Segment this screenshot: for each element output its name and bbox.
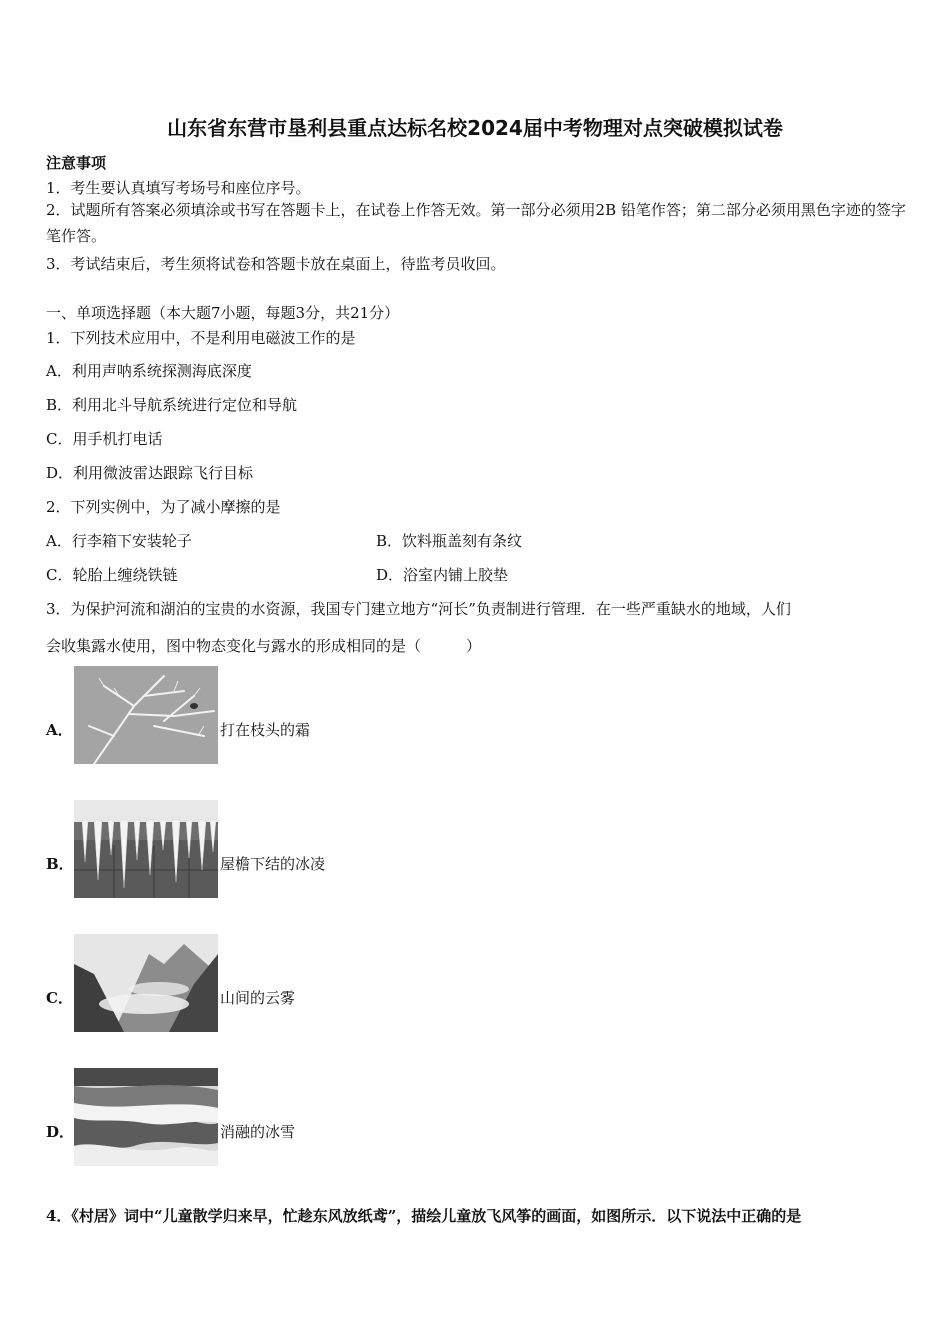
- question-1-option-a: A．利用声呐系统探测海底深度: [46, 362, 252, 380]
- question-3-option-b-letter: B．: [46, 855, 74, 873]
- notice-heading: 注意事项: [46, 154, 107, 172]
- frost-branch-photo-icon: [74, 666, 218, 764]
- notice-item-3: 3．考试结束后，考生须将试卷和答题卡放在桌面上，待监考员收回。: [46, 255, 506, 273]
- icicles-photo-icon: [74, 800, 218, 898]
- question-3-option-a-label: 打在枝头的霜: [220, 721, 311, 739]
- question-2-stem: 2．下列实例中，为了减小摩擦的是: [46, 498, 281, 516]
- question-2-option-c: C．轮胎上缠绕铁链: [46, 566, 178, 584]
- question-3-stem-line-2: 会收集露水使用，图中物态变化与露水的形成相同的是（ ）: [46, 637, 482, 655]
- question-1-option-c: C．用手机打电话: [46, 430, 163, 448]
- question-2-option-a: A．行李箱下安装轮子: [46, 532, 192, 550]
- question-1-stem: 1．下列技术应用中，不是利用电磁波工作的是: [46, 329, 356, 347]
- question-4-stem: 4．《村居》词中“儿童散学归来早，忙趁东风放纸鸢”，描绘儿童放飞风筝的画面，如图所示．以下说法中正确的是: [46, 1207, 802, 1225]
- notice-item-2: 2．试题所有答案必须填涂或书写在答题卡上，在试卷上作答无效。第一部分必须用2B 铅笔作答；第二部分必须用黑色字迹的签字笔作答。: [46, 201, 906, 245]
- melting-snow-photo-icon: [74, 1068, 218, 1166]
- question-3-option-c-letter: C．: [46, 989, 73, 1007]
- section-heading: 一、单项选择题（本大题7小题，每题3分，共21分）: [46, 304, 400, 322]
- mountain-fog-photo-icon: [74, 934, 218, 1032]
- question-3-option-b-label: 屋檐下结的冰凌: [220, 855, 326, 873]
- question-3-option-a-letter: A．: [46, 721, 73, 739]
- question-3-option-d-label: 消融的冰雪: [220, 1123, 296, 1141]
- question-1-option-d: D．利用微波雷达跟踪飞行目标: [46, 464, 254, 482]
- question-2-option-b: B．饮料瓶盖刻有条纹: [376, 532, 523, 550]
- question-3-option-d-letter: D．: [46, 1123, 75, 1141]
- question-3-option-c-label: 山间的云雾: [220, 989, 296, 1007]
- question-1-option-b: B．利用北斗导航系统进行定位和导航: [46, 396, 298, 414]
- page-title: 山东省东营市垦利县重点达标名校2024届中考物理对点突破模拟试卷: [167, 116, 783, 140]
- question-3-stem-line-1: 3．为保护河流和湖泊的宝贵的水资源，我国专门建立地方“河长”负责制进行管理．在一些严重缺水的地域，人们: [46, 600, 791, 618]
- notice-item-1: 1．考生要认真填写考场号和座位序号。: [46, 179, 311, 197]
- question-2-option-d: D．浴室内铺上胶垫: [376, 566, 509, 584]
